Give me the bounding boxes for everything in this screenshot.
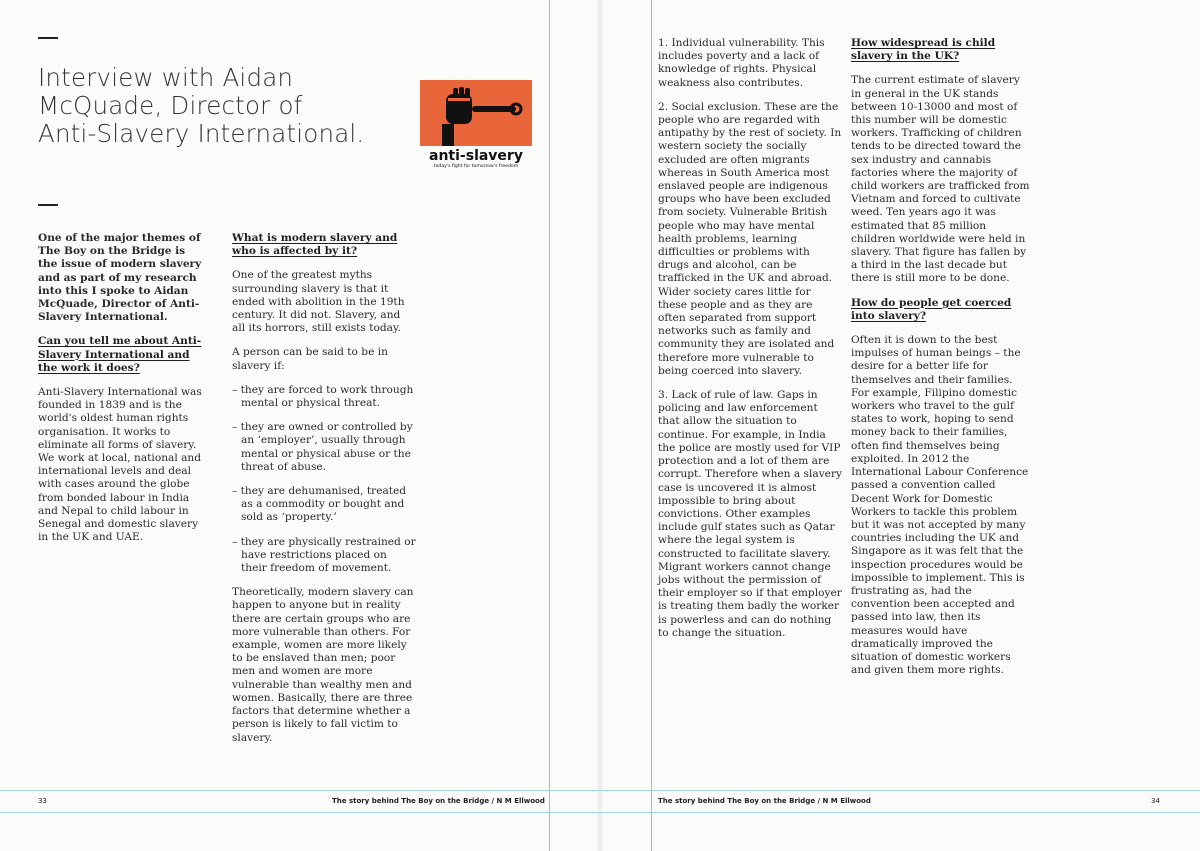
list-item: – they are forced to work through mental or physical threat.: [232, 383, 414, 410]
page-title: Interview with Aidan McQuade, Director of Anti-Slavery International.: [38, 63, 365, 148]
question-heading: What is modern slavery and who is affected by it?: [232, 232, 398, 258]
left-column-2: [232, 232, 416, 756]
margin-guide: [549, 0, 550, 851]
slavery-criteria-list: [232, 384, 416, 575]
anti-slavery-logo: [420, 80, 532, 168]
list-item: – they are dehumanised, treated as a commodity or bought and sold as ‘property.’: [232, 485, 407, 524]
baseline-guide: [0, 790, 1200, 791]
baseline-guide: [0, 812, 1200, 813]
spread-gutter: [598, 0, 602, 851]
running-head-right: The story behind The Boy on the Bridge / N M Ellwood: [658, 797, 871, 805]
question-heading: Can you tell me about Anti-Slavery International and the work it does?: [38, 335, 202, 374]
answer-paragraph: Often it is down to the best impulses of human beings – the desire for a better life for themselves and their families. For example, Filipino domestic workers who travel to the gulf states to work, hoping to send money back to their families, often find themselves being exploited. In 2012 the International Labour Conference passed a convention called Decent Work for Domestic Workers to tackle this problem but it was not accepted by many countries including the UK and Singapore as it was felt that the inspection procedures would be impossible to implement. This is frustrating as, had the convention been accepted and passed into law, then its measures would have dramatically improved the situation of domestic workers and given them more rights.: [851, 334, 1029, 677]
question-heading: How do people get coerced into slavery?: [851, 296, 1012, 322]
answer-paragraph: One of the greatest myths surrounding slavery is that it ended with abolition in the 19th century. It did not. Slavery, and all its horrors, still exists today.: [232, 269, 405, 335]
factor-paragraph: 2. Social exclusion. These are the people who are regarded with antipathy by the rest of society. In western society the socially excluded are often migrants whereas in South America most enslaved people are indigenous groups who have been excluded from society. Vulnerable British people who may have mental health problems, learning difficulties or problems with drugs and alcohol, can be trafficked in the UK and abroad. Wider society cares little for these people and as they are often separated from support networks such as family and community they are isolated and therefore more vulnerable to being coerced into slavery.: [658, 100, 842, 377]
list-item: – they are physically restrained or have restrictions placed on their freedom of movement.: [232, 535, 416, 575]
factor-paragraph: 1. Individual vulnerability. This includes poverty and a lack of knowledge of rights. Physical weakness also contributes.: [658, 37, 825, 89]
intro-paragraph: One of the major themes of The Boy on the Bridge is the issue of modern slavery and as part of my research into this I spoke to Aidan McQuade, Director of Anti-Slavery International.: [38, 232, 202, 324]
right-column-2: [851, 37, 1033, 688]
factor-paragraph: 3. Lack of rule of law. Gaps in policing and law enforcement that allow the situation to continue. For example, in India the police are mostly used for VIP protection and a lot of them are corrupt. Therefore when a slavery case is uncovered it is almost impossible to bring about convictions. Other examples include gulf states such as Qatar where the legal system is constructed to facilitate slavery. Migrant workers cannot change jobs without the permission of their employer so if that employer is treating them badly the worker is powerless and can do nothing to change the situation.: [658, 389, 843, 639]
margin-guide: [651, 0, 652, 851]
logo-wordmark: anti-slavery: [429, 148, 523, 164]
answer-paragraph: Theoretically, modern slavery can happen to anyone but in reality there are certain groups who are more vulnerable than others. For example, women are more likely to be enslaved than men; poor men and women are more vulnerable than wealthy men and women. Basically, there are three factors that determine whether a person is likely to fall victim to slavery.: [232, 586, 414, 744]
title-dash-top: [38, 37, 58, 39]
page-number-right: 34: [1151, 797, 1160, 805]
answer-paragraph: The current estimate of slavery in general in the UK stands between 10-13000 and most of this number will be domestic workers. Trafficking of children tends to be directed toward the sex industry and cannabis factories where the majority of child workers are trafficked from Vietnam and forced to cultivate weed. Ten years ago it was estimated that 85 million children worldwide were held in slavery. That figure has fallen by a third in the last decade but there is still more to be done.: [851, 74, 1030, 285]
answer-paragraph: Anti-Slavery International was founded in 1839 and is the world's oldest human rights organisation. It works to eliminate all forms of slavery. We work at local, national and international levels and deal with cases around the globe from bonded labour in India and Nepal to child labour in Senegal and domestic slavery in the UK and UAE.: [38, 386, 202, 544]
title-dash-bottom: [38, 204, 58, 206]
running-head-left: The story behind The Boy on the Bridge / N M Ellwood: [332, 797, 545, 805]
right-column-1: [658, 37, 842, 651]
logo-tagline: today's fight for tomorrow's freedom: [433, 164, 519, 168]
list-item: – they are owned or controlled by an ‘employer’, usually through mental or physical abuse or the threat of abuse.: [232, 421, 413, 473]
left-column-1: [38, 232, 204, 555]
answer-paragraph: A person can be said to be in slavery if:: [232, 346, 388, 372]
question-heading: How widespread is child slavery in the UK?: [851, 37, 996, 63]
page-number-left: 33: [38, 797, 47, 805]
